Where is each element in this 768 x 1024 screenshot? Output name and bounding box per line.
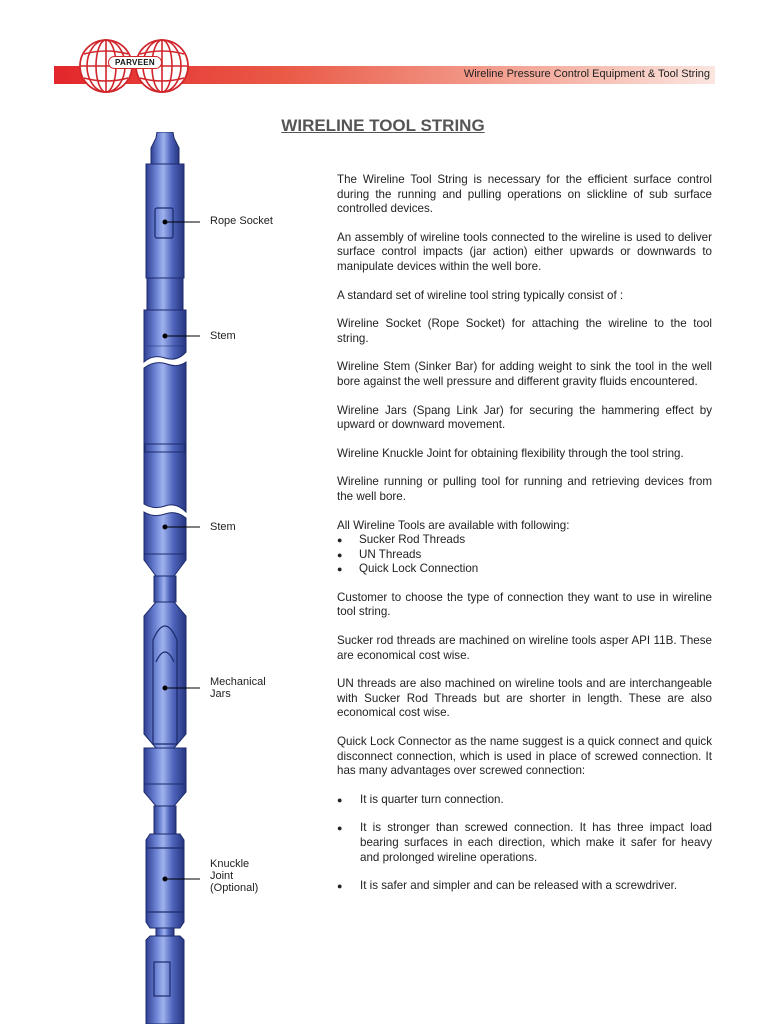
- list-item: ● Quick Lock Connection: [337, 562, 712, 577]
- list-item: ● It is quarter turn connection.: [337, 793, 712, 808]
- paragraph-knuckle: Wireline Knuckle Joint for obtaining flexibility through the tool string.: [337, 446, 684, 460]
- label-rope-socket: Rope Socket: [210, 215, 273, 227]
- list-item: ● It is stronger than screwed connection. It has three impact load bearing surfaces in each direction, which make it safer for heavy and prolonged wireline operations.: [337, 821, 712, 865]
- label-knuckle-joint: [210, 858, 258, 894]
- paragraph-available: All Wireline Tools are available with following:: [337, 518, 570, 532]
- label-knuckle-line2: Joint: [210, 870, 234, 882]
- label-knuckle-line3: (Optional): [210, 882, 259, 894]
- paragraph-customer-choice: Customer to choose the type of connection they want to use in wireline tool string.: [337, 590, 712, 619]
- paragraph-running-tool: Wireline running or pulling tool for running and retrieving devices from the well bore.: [337, 475, 712, 503]
- paragraph-jars: Wireline Jars (Spang Link Jar) for securing the hammering effect by upward or downward movement.: [337, 403, 712, 432]
- list-item: ● It is safer and simpler and can be released with a screwdriver.: [337, 879, 712, 894]
- list-item: ● Sucker Rod Threads: [337, 533, 712, 548]
- label-jars-line2: Jars: [210, 688, 231, 700]
- page-title: WIRELINE TOOL STRING: [281, 116, 485, 135]
- logo-text: PARVEEN: [108, 56, 162, 69]
- label-stem-1: Stem: [210, 330, 236, 342]
- header-subtitle: Wireline Pressure Control Equipment & Tool String: [463, 68, 710, 80]
- paragraph-standard-set: A standard set of wireline tool string typically consist of :: [337, 288, 624, 302]
- paragraph-stem: Wireline Stem (Sinker Bar) for adding weight to sink the tool in the well bore against the well pressure and different gravity fluids encountered.: [337, 360, 712, 388]
- label-stem-2: Stem: [210, 521, 236, 533]
- tool-string-diagram: [130, 132, 200, 1024]
- thread-types-list: [337, 533, 712, 577]
- paragraph-quick-lock: Quick Lock Connector as the name suggest is a quick connect and quick disconnect connection, which is used in place of screwed connection. It has many advantages over screwed connection:: [337, 735, 712, 778]
- paragraph-intro: The Wireline Tool String is necessary for the efficient surface control during the running and pulling operations on slickline of sub surface controlled devices.: [337, 173, 712, 216]
- list-item: ● UN Threads: [337, 548, 712, 563]
- paragraph-rope-socket: Wireline Socket (Rope Socket) for attaching the wireline to the tool string.: [337, 317, 712, 345]
- paragraph-assembly: An assembly of wireline tools connected to the wireline is used to deliver surface control impacts (jar action) either upwards or downwards to manipulate devices within the well bore.: [337, 230, 712, 273]
- label-mechanical-jars: [210, 676, 266, 700]
- advantages-list: [337, 793, 712, 894]
- label-jars-line1: Mechanical: [210, 676, 266, 688]
- label-knuckle-line1: Knuckle: [210, 858, 250, 870]
- paragraph-un-threads: UN threads are also machined on wireline tools and are interchangeable with Sucker Rod Threads but are shorter in length. These are also economical cost wise.: [337, 677, 712, 720]
- paragraph-sucker-rod: Sucker rod threads are machined on wireline tools asper API 11B. These are economical cost wise.: [337, 634, 712, 662]
- body-text: [337, 173, 712, 908]
